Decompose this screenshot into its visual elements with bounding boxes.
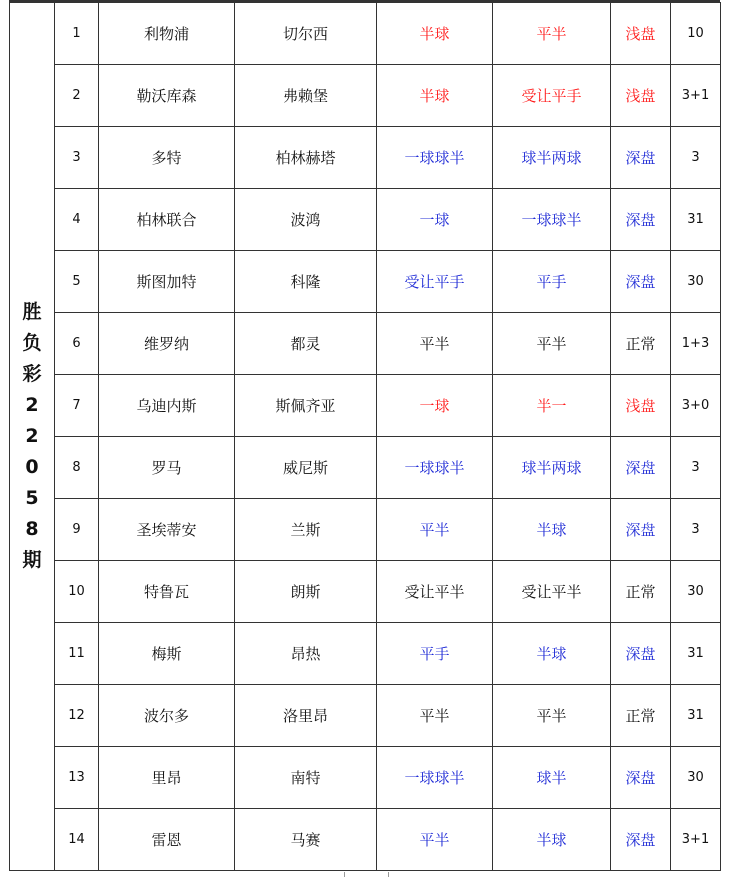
initial-handicap-cell: 半球 bbox=[377, 3, 493, 65]
initial-handicap-cell: 一球 bbox=[377, 189, 493, 251]
home-team-cell: 特鲁瓦 bbox=[99, 561, 235, 623]
table-row bbox=[10, 437, 721, 499]
home-team-cell: 勒沃库森 bbox=[99, 65, 235, 127]
home-team-cell: 斯图加特 bbox=[99, 251, 235, 313]
table-row bbox=[10, 375, 721, 437]
prediction-cell: 31 bbox=[671, 685, 721, 747]
home-team-cell: 罗马 bbox=[99, 437, 235, 499]
away-team-cell: 弗赖堡 bbox=[235, 65, 377, 127]
period-label-char: 8 bbox=[25, 518, 39, 540]
depth-cell: 深盘 bbox=[611, 499, 671, 561]
initial-handicap-cell: 受让平手 bbox=[377, 251, 493, 313]
table-row bbox=[10, 189, 721, 251]
current-handicap-cell: 受让平半 bbox=[493, 561, 611, 623]
table-row bbox=[10, 251, 721, 313]
period-label-char: 5 bbox=[25, 487, 39, 509]
prediction-cell: 3 bbox=[671, 127, 721, 189]
prediction-cell: 3+1 bbox=[671, 65, 721, 127]
lottery-odds-table bbox=[9, 2, 721, 871]
current-handicap-cell: 球半 bbox=[493, 747, 611, 809]
current-handicap-cell: 半球 bbox=[493, 623, 611, 685]
match-number-cell: 11 bbox=[55, 623, 99, 685]
prediction-cell: 30 bbox=[671, 561, 721, 623]
match-number-cell: 7 bbox=[55, 375, 99, 437]
prediction-cell: 30 bbox=[671, 747, 721, 809]
table-row bbox=[10, 809, 721, 871]
home-team-cell: 维罗纳 bbox=[99, 313, 235, 375]
home-team-cell: 柏林联合 bbox=[99, 189, 235, 251]
table-row bbox=[10, 747, 721, 809]
away-team-cell: 都灵 bbox=[235, 313, 377, 375]
period-label-char: 期 bbox=[22, 549, 42, 571]
home-team-cell: 梅斯 bbox=[99, 623, 235, 685]
initial-handicap-cell: 平半 bbox=[377, 499, 493, 561]
depth-cell: 深盘 bbox=[611, 437, 671, 499]
match-number-cell: 13 bbox=[55, 747, 99, 809]
away-team-cell: 威尼斯 bbox=[235, 437, 377, 499]
current-handicap-cell: 半一 bbox=[493, 375, 611, 437]
table-row bbox=[10, 623, 721, 685]
away-team-cell: 昂热 bbox=[235, 623, 377, 685]
initial-handicap-cell: 一球球半 bbox=[377, 747, 493, 809]
depth-cell: 深盘 bbox=[611, 251, 671, 313]
table-row bbox=[10, 685, 721, 747]
home-team-cell: 雷恩 bbox=[99, 809, 235, 871]
lottery-table-container bbox=[9, 2, 721, 871]
away-team-cell: 南特 bbox=[235, 747, 377, 809]
current-handicap-cell: 平半 bbox=[493, 313, 611, 375]
depth-cell: 正常 bbox=[611, 313, 671, 375]
away-team-cell: 切尔西 bbox=[235, 3, 377, 65]
away-team-cell: 波鸿 bbox=[235, 189, 377, 251]
table-row bbox=[10, 313, 721, 375]
initial-handicap-cell: 一球球半 bbox=[377, 437, 493, 499]
depth-cell: 正常 bbox=[611, 561, 671, 623]
home-team-cell: 多特 bbox=[99, 127, 235, 189]
home-team-cell: 利物浦 bbox=[99, 3, 235, 65]
match-number-cell: 6 bbox=[55, 313, 99, 375]
match-number-cell: 12 bbox=[55, 685, 99, 747]
period-label-char: 0 bbox=[25, 456, 39, 478]
initial-handicap-cell: 受让平半 bbox=[377, 561, 493, 623]
prediction-cell: 3+1 bbox=[671, 809, 721, 871]
initial-handicap-cell: 一球 bbox=[377, 375, 493, 437]
prediction-cell: 1+3 bbox=[671, 313, 721, 375]
depth-cell: 深盘 bbox=[611, 189, 671, 251]
bottom-tick-mark bbox=[388, 872, 389, 877]
current-handicap-cell: 球半两球 bbox=[493, 127, 611, 189]
home-team-cell: 圣埃蒂安 bbox=[99, 499, 235, 561]
depth-cell: 深盘 bbox=[611, 809, 671, 871]
current-handicap-cell: 半球 bbox=[493, 809, 611, 871]
home-team-cell: 波尔多 bbox=[99, 685, 235, 747]
depth-cell: 深盘 bbox=[611, 127, 671, 189]
table-row bbox=[10, 499, 721, 561]
prediction-cell: 3+0 bbox=[671, 375, 721, 437]
initial-handicap-cell: 平半 bbox=[377, 685, 493, 747]
match-number-cell: 10 bbox=[55, 561, 99, 623]
depth-cell: 浅盘 bbox=[611, 65, 671, 127]
away-team-cell: 兰斯 bbox=[235, 499, 377, 561]
initial-handicap-cell: 平手 bbox=[377, 623, 493, 685]
prediction-cell: 30 bbox=[671, 251, 721, 313]
period-label-char: 胜 bbox=[22, 301, 42, 323]
away-team-cell: 朗斯 bbox=[235, 561, 377, 623]
current-handicap-cell: 平半 bbox=[493, 3, 611, 65]
bottom-tick-mark bbox=[344, 872, 345, 877]
match-number-cell: 8 bbox=[55, 437, 99, 499]
table-body bbox=[10, 3, 721, 871]
table-row bbox=[10, 65, 721, 127]
match-number-cell: 1 bbox=[55, 3, 99, 65]
table-row bbox=[10, 561, 721, 623]
prediction-cell: 31 bbox=[671, 623, 721, 685]
current-handicap-cell: 一球球半 bbox=[493, 189, 611, 251]
away-team-cell: 马赛 bbox=[235, 809, 377, 871]
prediction-cell: 31 bbox=[671, 189, 721, 251]
period-label-char: 2 bbox=[25, 394, 39, 416]
away-team-cell: 洛里昂 bbox=[235, 685, 377, 747]
current-handicap-cell: 平手 bbox=[493, 251, 611, 313]
prediction-cell: 3 bbox=[671, 499, 721, 561]
depth-cell: 浅盘 bbox=[611, 375, 671, 437]
depth-cell: 浅盘 bbox=[611, 3, 671, 65]
match-number-cell: 3 bbox=[55, 127, 99, 189]
period-label-char: 彩 bbox=[22, 363, 42, 385]
prediction-cell: 10 bbox=[671, 3, 721, 65]
prediction-cell: 3 bbox=[671, 437, 721, 499]
table-row bbox=[10, 127, 721, 189]
home-team-cell: 里昂 bbox=[99, 747, 235, 809]
current-handicap-cell: 平半 bbox=[493, 685, 611, 747]
depth-cell: 正常 bbox=[611, 685, 671, 747]
period-label-char: 2 bbox=[25, 425, 39, 447]
current-handicap-cell: 受让平手 bbox=[493, 65, 611, 127]
match-number-cell: 4 bbox=[55, 189, 99, 251]
initial-handicap-cell: 平半 bbox=[377, 809, 493, 871]
current-handicap-cell: 球半两球 bbox=[493, 437, 611, 499]
match-number-cell: 5 bbox=[55, 251, 99, 313]
depth-cell: 深盘 bbox=[611, 747, 671, 809]
initial-handicap-cell: 半球 bbox=[377, 65, 493, 127]
period-label-char: 负 bbox=[22, 332, 42, 354]
depth-cell: 深盘 bbox=[611, 623, 671, 685]
initial-handicap-cell: 一球球半 bbox=[377, 127, 493, 189]
away-team-cell: 斯佩齐亚 bbox=[235, 375, 377, 437]
current-handicap-cell: 半球 bbox=[493, 499, 611, 561]
period-label bbox=[10, 3, 55, 871]
match-number-cell: 2 bbox=[55, 65, 99, 127]
match-number-cell: 9 bbox=[55, 499, 99, 561]
away-team-cell: 柏林赫塔 bbox=[235, 127, 377, 189]
match-number-cell: 14 bbox=[55, 809, 99, 871]
home-team-cell: 乌迪内斯 bbox=[99, 375, 235, 437]
initial-handicap-cell: 平半 bbox=[377, 313, 493, 375]
table-row bbox=[10, 3, 721, 65]
away-team-cell: 科隆 bbox=[235, 251, 377, 313]
